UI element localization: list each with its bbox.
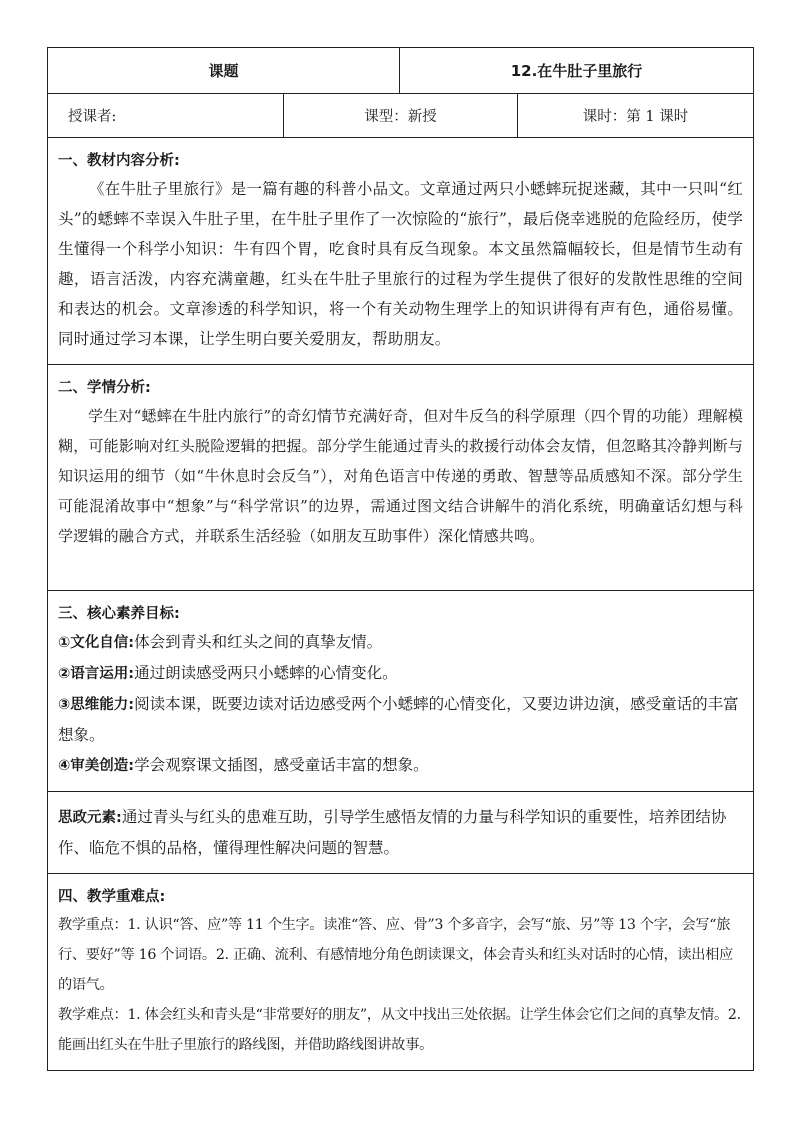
lesson-time-cell: 课时：第 1 课时 bbox=[518, 94, 754, 138]
goal-item bbox=[58, 750, 743, 781]
core-goals-row bbox=[48, 591, 754, 792]
goal-text: 通过朗读感受两只小蟋蟀的心情变化。 bbox=[134, 664, 398, 682]
core-goals-section bbox=[48, 591, 754, 792]
topic-label: 课题 bbox=[48, 48, 400, 94]
material-analysis-section bbox=[48, 138, 754, 365]
core-goals-title: 三、核心素养目标: bbox=[58, 606, 180, 622]
goal-label: ④审美创造: bbox=[58, 758, 135, 774]
goal-item bbox=[58, 658, 743, 689]
goal-item bbox=[58, 627, 743, 658]
teacher-cell: 授课者: bbox=[48, 94, 284, 138]
ideology-text: 通过青头与红头的患难互助，引导学生感悟友情的力量与科学知识的重要性，培养团结协作、临危不惧的品格，懂得理性解决问题的智慧。 bbox=[58, 808, 727, 857]
material-analysis-title: 一、教材内容分析: bbox=[58, 153, 180, 169]
key-points-title: 四、教学重难点: bbox=[58, 889, 166, 905]
ideology-row bbox=[48, 792, 754, 874]
learner-analysis-title: 二、学情分析: bbox=[58, 380, 151, 396]
ideology-section bbox=[48, 792, 754, 874]
ideology-label: 思政元素: bbox=[58, 810, 122, 826]
topic-value: 12.在牛肚子里旅行 bbox=[400, 48, 754, 94]
goal-label: ③思维能力: bbox=[58, 697, 135, 713]
teaching-difficulty: 教学难点：1. 体会红头和青头是“非常要好的朋友”，从文中找出三处依据。让学生体会它们之间的真挚友情。2. 能画出红头在牛肚子里旅行的路线图，并借助路线图讲故事。 bbox=[58, 1007, 741, 1053]
teaching-focus: 教学重点：1. 认识“答、应”等 11 个生字。读准“答、应、骨”3 个多音字，会写“旅、另”等 13 个字，会写“旅行、要好”等 16 个词语。2. 正确、流利、有感情地分角色朗读课文，体会青头和红头对话时的心情，读出相应的语气。 bbox=[58, 917, 733, 993]
key-points-row bbox=[48, 874, 754, 1071]
key-points-section bbox=[48, 874, 754, 1071]
meta-row bbox=[48, 94, 754, 138]
goal-label: ①文化自信: bbox=[58, 635, 135, 651]
goal-label: ②语言运用: bbox=[58, 666, 135, 682]
goal-text: 阅读本课，既要边读对话边感受两个小蟋蟀的心情变化，又要边讲边演，感受童话的丰富想象。 bbox=[58, 695, 739, 744]
goal-item bbox=[58, 689, 743, 750]
goal-text: 体会到青头和红头之间的真挚友情。 bbox=[134, 633, 383, 651]
lesson-plan-table bbox=[47, 47, 754, 1071]
learner-analysis-section bbox=[48, 365, 754, 591]
material-analysis-row bbox=[48, 138, 754, 365]
material-analysis-body: 《在牛肚子里旅行》是一篇有趣的科普小品文。文章通过两只小蟋蟀玩捉迷藏，其中一只叫“红头”的蟋蟀不幸误入牛肚子里，在牛肚子里作了一次惊险的“旅行”，最后侥幸逃脱的危险经历，使学生懂得一个科学小知识：牛有四个胃，吃食时具有反刍现象。本文虽然篇幅较长，但是情节生动有趣，语言活泼，内容充满童趣，红头在牛肚子里旅行的过程为学生提供了很好的发散性思维的空间和表达的机会。文章渗透的科学知识，将一个有关动物生理学上的知识讲得有声有色，通俗易懂。同时通过学习本课，让学生明白要关爱朋友，帮助朋友。 bbox=[58, 180, 744, 348]
goal-text: 学会观察课文插图，感受童话丰富的想象。 bbox=[134, 756, 429, 774]
learner-analysis-row bbox=[48, 365, 754, 591]
header-row bbox=[48, 48, 754, 94]
learner-analysis-body: 学生对“蟋蟀在牛肚内旅行”的奇幻情节充满好奇，但对牛反刍的科学原理（四个胃的功能）理解模糊，可能影响对红头脱险逻辑的把握。部分学生能通过青头的救援行动体会友情，但忽略其冷静判断与知识运用的细节（如“牛休息时会反刍”），对角色语言中传递的勇敢、智慧等品质感知不深。部分学生可能混淆故事中“想象”与“科学常识”的边界，需通过图文结合讲解牛的消化系统，明确童话幻想与科学逻辑的融合方式，并联系生活经验（如朋友互助事件）深化情感共鸣。 bbox=[58, 407, 744, 545]
lesson-type-cell: 课型：新授 bbox=[284, 94, 518, 138]
